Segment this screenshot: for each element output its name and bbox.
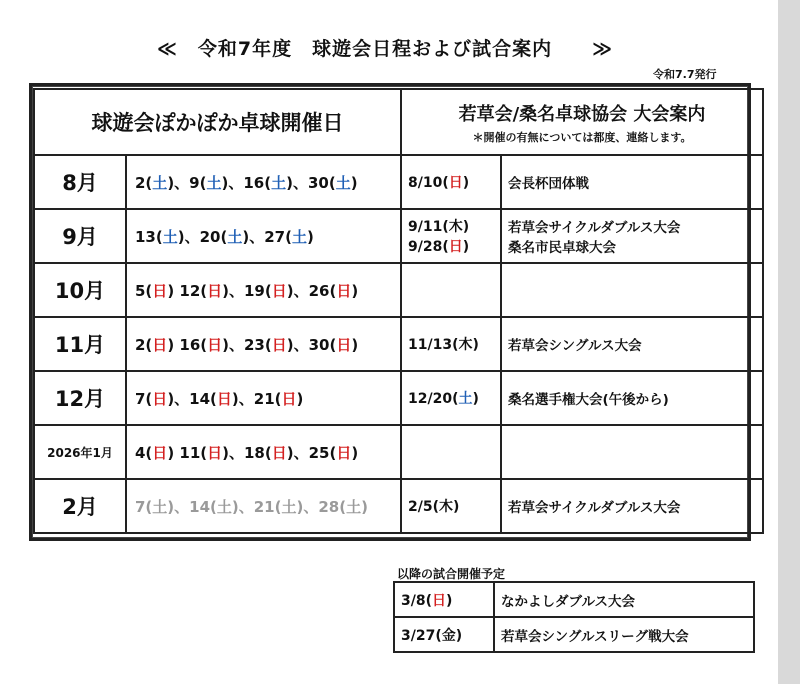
weekday-label: 日 [336,281,352,300]
event-cell [501,479,763,533]
date-text: ) [296,389,304,408]
dates-cell [126,155,401,209]
month-cell: 11月 [34,317,126,371]
weekday-label: 日 [207,281,223,300]
date-text: 13( [135,227,163,246]
later-row [394,582,754,617]
schedule-row [34,263,763,317]
issued-date: 令和7.7発行 [653,68,717,81]
schedule-table [33,88,764,534]
date-text: ) [306,227,314,246]
date-text: 14( [189,389,217,408]
weekday-label: 日 [336,443,352,462]
weekday-label: 土 [162,227,178,246]
date-text: )、 [221,173,244,192]
tournament-date-cell [401,155,501,209]
weekday-label: 土 [291,227,307,246]
date-text: 21( [253,389,282,408]
date-text: )、 [167,173,190,192]
weekday-label: 土 [458,391,473,407]
tournament-date-line [408,236,500,256]
event-name: 会長杯団体戦 [508,176,589,192]
dates-cell [126,479,401,533]
date-text: )、 [286,281,309,300]
later-row [394,617,754,652]
schedule-row [34,155,763,209]
schedule-row [34,479,763,533]
date-text: 30( [308,335,337,354]
tournament-date-line [408,334,500,354]
date-text: )、 [231,389,254,408]
month-cell: 12月 [34,371,126,425]
later-label: 以降の試合開催予定 [397,567,506,581]
tournament-date-text: ) [472,391,479,407]
month-cell: 10月 [34,263,126,317]
date-text: )、 [286,173,308,192]
tournament-date-cell [401,479,501,533]
tournament-date-text: ) [462,175,470,191]
later-table [393,581,755,653]
weekday-label: 日 [152,335,168,354]
date-text: ) [350,173,358,192]
date-text: 9( [189,173,207,192]
schedule-row [34,425,763,479]
month-cell: 9月 [34,209,126,263]
tournament-date-cell [401,371,501,425]
date-text: 23( [244,335,272,354]
date-text: 21(土)、 [253,497,319,516]
date-text: 11( [179,443,208,462]
event-cell [501,155,763,209]
tournament-date-line [408,172,500,192]
event-name: 桑名選手権大会(午後から) [508,392,669,408]
right-header-note: ＊開催の有無については都度、連絡します。 [472,130,692,144]
date-text: )、 [222,281,244,300]
tournament-date-text: 12/20( [408,391,459,407]
weekday-label: 日 [448,175,463,191]
right-header [401,89,763,155]
date-text: 2( [135,173,153,192]
tournament-date-line [408,496,500,516]
date-text: 12( [179,281,208,300]
date-text: ) [167,281,180,300]
event-cell [501,209,763,263]
date-text: )、 [286,443,309,462]
tournament-date-text: ) [462,239,470,255]
event-name: 若草会サイクルダブルス大会 [508,500,681,516]
later-date-cell [394,582,494,617]
later-date-text: ) [446,592,453,609]
weekday-label: 土 [152,173,168,192]
weekday-label: 日 [336,335,352,354]
date-text: 7( [135,389,153,408]
event-name: 若草会サイクルダブルス大会 [508,220,681,236]
date-text: 14(土)、 [189,497,254,516]
tournament-date-cell [401,263,501,317]
dates-cell [126,317,401,371]
dates-cell [126,209,401,263]
date-text: ) [351,335,359,354]
tournament-date-cell [401,317,501,371]
tournament-date-text: 9/11(木) [408,219,470,235]
right-header-title: 若草会/桑名卓球協会 大会案内 [458,103,706,125]
later-event-cell: なかよしダブルス大会 [494,582,754,617]
dates-cell [126,263,401,317]
tournament-date-cell [401,209,501,263]
schedule-row [34,371,763,425]
date-text: ) [351,443,359,462]
event-name: 桑名市民卓球大会 [508,240,616,256]
event-cell [501,371,763,425]
weekday-label: 日 [432,592,446,609]
month-cell: 2月 [34,479,126,533]
weekday-label: 土 [335,173,351,192]
date-text: 16( [243,173,272,192]
weekday-label: 日 [152,443,168,462]
weekday-label: 日 [216,389,232,408]
date-text: 19( [244,281,272,300]
date-text: )、 [286,335,309,354]
date-text: )、 [167,389,190,408]
tournament-date-line [408,216,500,236]
date-text: 18( [244,443,272,462]
later-event-cell: 若草会シングルスリーグ戦大会 [494,617,754,652]
schedule-row [34,317,763,371]
date-text: 7(土)、 [135,497,190,516]
tournament-date-text: 8/10( [408,175,449,191]
left-header: 球遊会ぽかぽか卓球開催日 [34,89,401,155]
weekday-label: 土 [206,173,222,192]
weekday-label: 日 [207,443,223,462]
document-title: ≪ 令和7年度 球遊会日程および試合案内 ≫ [156,38,613,60]
date-text: 30( [307,173,336,192]
weekday-label: 土 [227,227,243,246]
tournament-date-line [408,388,500,408]
date-text: )、 [222,443,244,462]
weekday-label: 日 [271,335,287,354]
later-date-text: 3/8( [401,592,432,609]
dates-cell [126,371,401,425]
page-edge [778,0,800,684]
tournament-date-text: 2/5(木) [408,499,460,515]
tournament-date-text: 9/28( [408,239,449,255]
month-cell: 2026年1月 [34,425,126,479]
date-text: )、 [222,335,244,354]
date-text: 25( [308,443,337,462]
date-text: 20( [199,227,228,246]
date-text: 4( [135,443,153,462]
dates-cell [126,425,401,479]
date-text: 16( [179,335,208,354]
date-text: 26( [308,281,337,300]
weekday-label: 日 [152,389,168,408]
date-text: 2( [135,335,153,354]
date-text: 5( [135,281,153,300]
date-text: 27( [264,227,292,246]
event-name: 若草会シングルス大会 [508,338,642,354]
month-cell: 8月 [34,155,126,209]
later-date-cell [394,617,494,652]
weekday-label: 日 [271,443,287,462]
weekday-label: 日 [152,281,168,300]
weekday-label: 土 [271,173,287,192]
date-text: ) [351,281,359,300]
tournament-date-text: 11/13(木) [408,337,479,353]
weekday-label: 日 [448,239,463,255]
later-date-text: 3/27(金) [401,627,463,644]
date-text: )、 [242,227,265,246]
date-text: ) [167,335,180,354]
tournament-date-cell [401,425,501,479]
weekday-label: 日 [207,335,223,354]
weekday-label: 日 [281,389,297,408]
weekday-label: 日 [271,281,287,300]
event-cell [501,263,763,317]
event-cell [501,425,763,479]
event-cell [501,317,763,371]
schedule-row [34,209,763,263]
date-text: 28(土) [318,497,368,516]
date-text: )、 [177,227,200,246]
date-text: ) [167,443,180,462]
